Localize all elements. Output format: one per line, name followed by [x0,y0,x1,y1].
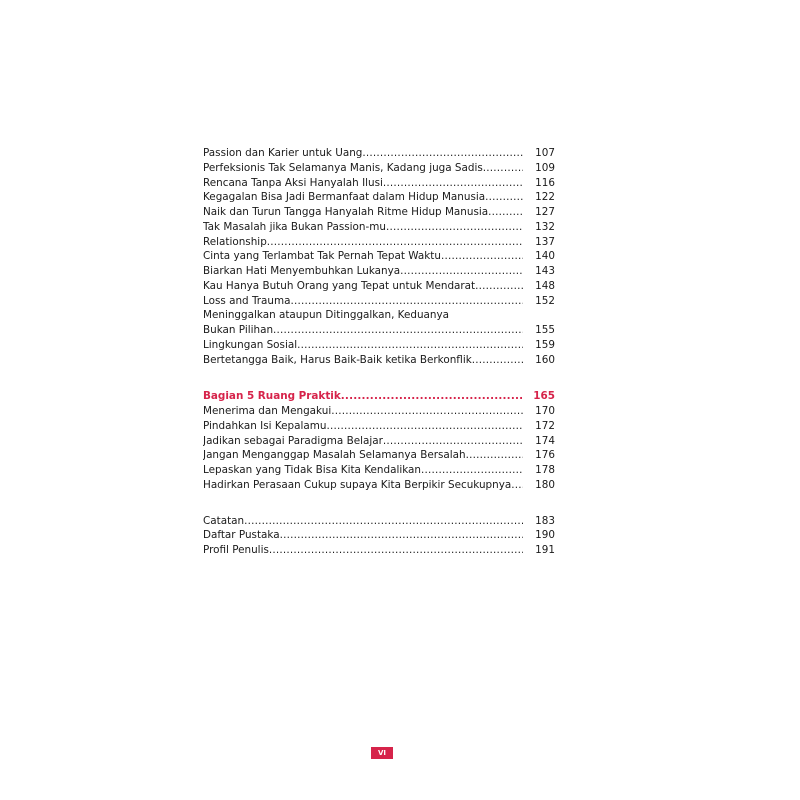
spacer [203,367,555,389]
entry-page-number: 155 [535,324,555,336]
entry-title: Kegagalan Bisa Jadi Bermanfaat dalam Hidup Manusia [203,191,486,204]
section-page-number: 165 [533,390,555,403]
entry-page-number: 176 [535,449,555,462]
toc-entry[interactable] [203,146,555,161]
leader-dots [244,514,523,529]
entry-title: Biarkan Hati Menyembuhkan Lukanya [203,265,401,277]
leader-dots [475,279,523,294]
entry-title: Lepaskan yang Tidak Bisa Kita Kendalikan [203,464,422,476]
entry-title: Passion dan Karier untuk Uang [203,147,363,159]
entry-page-number: 170 [535,405,555,417]
leader-dots [488,205,523,220]
entry-page-number: 122 [535,191,555,204]
entry-page-number: 159 [535,338,555,351]
toc-entry[interactable] [203,294,555,309]
leader-dots [326,419,523,434]
entry-page-number: 180 [535,478,555,491]
toc-group-2 [203,404,555,493]
toc-group-1 [203,146,555,367]
toc-entry[interactable] [203,434,555,449]
entry-page-number: 152 [535,294,555,307]
leader-dots [441,249,523,264]
entry-title: Loss and Trauma [203,294,291,307]
leader-dots [485,190,523,205]
leader-dots [362,146,523,161]
leader-dots [472,353,523,368]
entry-page-number: 190 [535,529,555,542]
toc-entry[interactable] [203,264,555,279]
entry-title: Menerima dan Mengakui [203,405,332,417]
entry-title: Lingkungan Sosial [203,338,298,351]
entry-page-number: 109 [535,161,555,174]
entry-title: Profil Penulis [203,544,269,556]
entry-title: Meninggalkan ataupun Ditinggalkan, Keduanya [203,309,450,322]
spacer [203,493,555,514]
entry-title: Rencana Tanpa Aksi Hanyalah Ilusi [203,176,383,189]
leader-dots [421,463,523,478]
leader-dots [273,323,523,338]
entry-title: Naik dan Turun Tangga Hanyalah Ritme Hidup Manusia [203,206,489,218]
toc-entry[interactable] [203,161,555,176]
leader-dots [267,235,523,250]
toc-entry[interactable] [203,528,555,543]
entry-title: Jadikan sebagai Paradigma Belajar [203,434,383,447]
toc-entry[interactable] [203,308,555,323]
entry-page-number: 174 [535,434,555,447]
toc-entry[interactable] [203,514,555,529]
toc-entry[interactable] [203,323,555,338]
toc-entry[interactable] [203,176,555,191]
toc-entry[interactable] [203,543,555,558]
entry-title: Relationship [203,235,267,248]
leader-dots [341,389,523,404]
table-of-contents [203,146,555,558]
entry-page-number: 143 [535,265,555,277]
entry-title: Daftar Pustaka [203,529,280,542]
toc-entry[interactable] [203,448,555,463]
entry-title: Cinta yang Terlambat Tak Pernah Tepat Waktu [203,250,441,263]
leader-dots [280,528,523,543]
entry-page-number: 127 [535,206,555,218]
entry-page-number: 178 [535,464,555,476]
entry-title: Pindahkan Isi Kepalamu [203,419,327,432]
entry-title: Bertetangga Baik, Harus Baik-Baik ketika Berkonflik [203,353,472,366]
toc-entry[interactable] [203,190,555,205]
toc-entry[interactable] [203,249,555,264]
entry-page-number: 116 [535,176,555,189]
toc-entry[interactable] [203,205,555,220]
leader-dots [331,404,523,419]
entry-page-number: 132 [535,220,555,233]
leader-dots [511,478,523,493]
toc-section-heading[interactable] [203,389,555,404]
toc-entry[interactable] [203,404,555,419]
toc-entry[interactable] [203,279,555,294]
leader-dots [269,543,523,558]
entry-page-number: 183 [535,514,555,527]
entry-title: Tak Masalah jika Bukan Passion-mu [203,220,386,233]
entry-page-number: 107 [535,147,555,159]
toc-entry[interactable] [203,235,555,250]
entry-page-number: 160 [535,353,555,366]
entry-page-number: 191 [535,544,555,556]
leader-dots [297,338,523,353]
section-title: Bagian 5 Ruang Praktik [203,390,341,403]
entry-page-number: 148 [535,279,555,292]
toc-entry[interactable] [203,338,555,353]
entry-title: Catatan [203,514,245,527]
leader-dots [386,220,523,235]
leader-dots [383,434,523,449]
toc-entry[interactable] [203,463,555,478]
toc-group-3 [203,514,555,558]
entry-page-number: 140 [535,250,555,263]
toc-entry[interactable] [203,419,555,434]
toc-entry[interactable] [203,220,555,235]
entry-title: Hadirkan Perasaan Cukup supaya Kita Berpikir Secukupnya [203,478,512,491]
entry-title: Jangan Menganggap Masalah Selamanya Bersalah [203,449,466,462]
leader-dots [466,448,523,463]
leader-dots [383,176,523,191]
entry-page-number: 137 [535,235,555,248]
leader-dots [483,161,523,176]
leader-dots [400,264,523,279]
page-number-badge: VI [371,747,393,759]
toc-entry[interactable] [203,478,555,493]
entry-title: Bukan Pilihan [203,324,274,336]
entry-page-number: 172 [535,419,555,432]
leader-dots [290,294,523,309]
entry-title: Kau Hanya Butuh Orang yang Tepat untuk Mendarat [203,279,476,292]
entry-title: Perfeksionis Tak Selamanya Manis, Kadang juga Sadis [203,161,483,174]
toc-entry[interactable] [203,353,555,368]
